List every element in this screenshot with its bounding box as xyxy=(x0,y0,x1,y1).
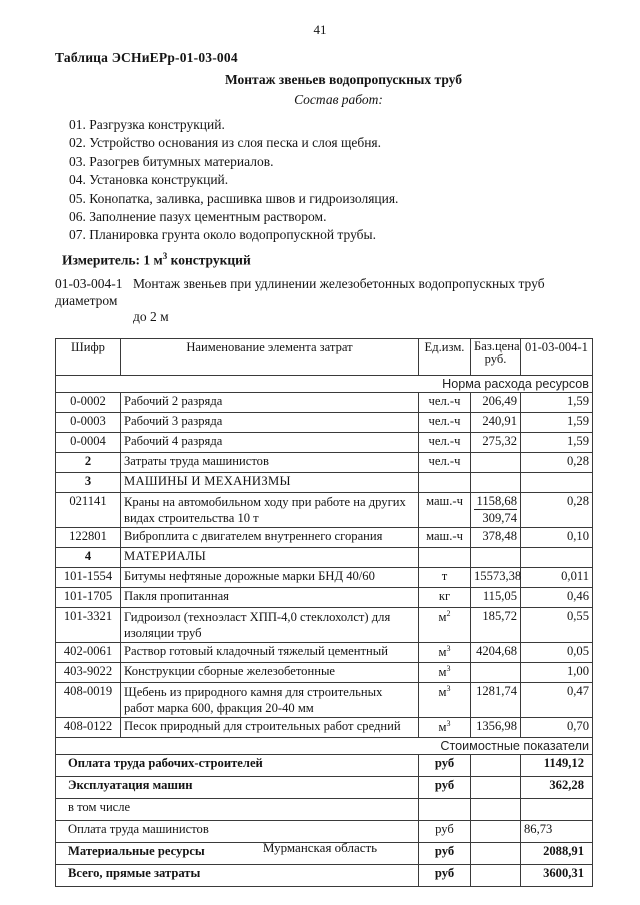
row-unit-base: м xyxy=(438,720,447,735)
row-norm: 0,46 xyxy=(521,587,593,607)
table-row xyxy=(56,412,593,432)
band-norm-row xyxy=(56,375,593,392)
measure-tail: конструкций xyxy=(167,252,251,268)
row-unit: маш.-ч xyxy=(419,492,471,527)
row-code: 101-1554 xyxy=(56,567,121,587)
row-unit-exponent: 3 xyxy=(446,718,451,728)
band-norm-label: Норма расхода ресурсов xyxy=(56,375,593,392)
row-unit xyxy=(419,472,471,492)
list-item: 07. Планировка грунта около водопропускной трубы. xyxy=(69,227,376,243)
column-header-name: Наименование элемента затрат xyxy=(121,338,419,375)
table-section-machines xyxy=(56,472,593,492)
row-name: Краны на автомобильном ходу при работе на других видах строительства 10 т xyxy=(121,492,419,527)
row-unit-exponent: 2 xyxy=(446,608,451,618)
row-price xyxy=(471,547,521,567)
row-unit xyxy=(419,607,471,642)
summary-unit: руб xyxy=(419,754,471,776)
row-unit: чел.-ч xyxy=(419,412,471,432)
table-code-heading: Таблица ЭСНиЕРр-01-03-004 xyxy=(55,50,238,65)
document-content xyxy=(55,50,592,887)
item-code: 01-03-004-1 xyxy=(55,276,123,292)
measure-unit-line xyxy=(62,251,592,269)
item-description-line2: до 2 м xyxy=(133,309,169,325)
row-unit: т xyxy=(419,567,471,587)
row-code: 4 xyxy=(56,547,121,567)
row-name: Конструкции сборные железобетонные xyxy=(121,662,419,682)
row-unit: чел.-ч xyxy=(419,432,471,452)
row-unit-base: м xyxy=(438,685,447,700)
row-price xyxy=(471,472,521,492)
row-price: 185,72 xyxy=(471,607,521,642)
table-row xyxy=(56,662,593,682)
row-price xyxy=(471,662,521,682)
band-cost-row xyxy=(56,737,593,754)
summary-unit: руб xyxy=(419,864,471,886)
row-unit-base: м xyxy=(438,610,447,625)
band-cost-label: Стоимостные показатели xyxy=(56,737,593,754)
row-norm: 0,47 xyxy=(521,682,593,717)
price-denominator: 309,74 xyxy=(482,510,517,525)
row-name: Пакля пропитанная xyxy=(121,587,419,607)
column-header-code: Шифр xyxy=(56,338,121,375)
row-code: 0-0002 xyxy=(56,392,121,412)
row-code: 2 xyxy=(56,452,121,472)
row-name: Песок природный для строительных работ средний xyxy=(121,717,419,737)
table-row xyxy=(56,607,593,642)
row-price: 1356,98 xyxy=(471,717,521,737)
table-row xyxy=(56,642,593,662)
row-code: 408-0122 xyxy=(56,717,121,737)
row-norm xyxy=(521,547,593,567)
row-name: Виброплита с двигателем внутреннего сгорания xyxy=(121,527,419,547)
table-row xyxy=(56,567,593,587)
measure-exponent: 3 xyxy=(162,250,168,261)
row-name: Раствор готовый кладочный тяжелый цементный xyxy=(121,642,419,662)
summary-blank xyxy=(471,798,521,820)
column-header-unit: Ед.изм. xyxy=(419,338,471,375)
row-norm: 1,00 xyxy=(521,662,593,682)
row-name: МАШИНЫ И МЕХАНИЗМЫ xyxy=(121,472,419,492)
row-unit: чел.-ч xyxy=(419,392,471,412)
row-norm: 0,05 xyxy=(521,642,593,662)
row-price: 378,48 xyxy=(471,527,521,547)
item-description-line1: Монтаж звеньев при удлинении железобетонных водопропускных труб диаметром xyxy=(55,276,545,308)
works-list xyxy=(55,116,592,245)
row-name: Битумы нефтяные дорожные марки БНД 40/60 xyxy=(121,567,419,587)
price-numerator: 1158,68 xyxy=(474,494,517,510)
row-norm: 1,59 xyxy=(521,432,593,452)
page-number: 41 xyxy=(313,22,327,37)
row-price: 1281,74 xyxy=(471,682,521,717)
table-row xyxy=(56,527,593,547)
column-header-price xyxy=(471,338,521,375)
row-norm: 0,70 xyxy=(521,717,593,737)
row-norm xyxy=(521,472,593,492)
summary-value: 362,28 xyxy=(521,776,593,798)
row-norm: 0,10 xyxy=(521,527,593,547)
row-price: 15573,38 xyxy=(471,567,521,587)
list-item: 06. Заполнение пазух цементным раствором. xyxy=(69,209,327,225)
row-code: 122801 xyxy=(56,527,121,547)
summary-value: 86,73 xyxy=(521,820,593,842)
row-code: 3 xyxy=(56,472,121,492)
row-code: 0-0004 xyxy=(56,432,121,452)
row-unit-exponent: 3 xyxy=(446,683,451,693)
row-unit-base: м xyxy=(438,645,447,660)
summary-row-total xyxy=(56,864,593,886)
list-item: 02. Устройство основания из слоя песка и слоя щебня. xyxy=(69,135,382,151)
table-row-group-labour xyxy=(56,452,593,472)
page-title: Монтаж звеньев водопропускных труб xyxy=(224,72,463,87)
summary-blank xyxy=(471,776,521,798)
summary-unit: руб xyxy=(419,820,471,842)
row-code: 403-9022 xyxy=(56,662,121,682)
row-norm: 1,59 xyxy=(521,412,593,432)
table-header-row xyxy=(56,338,593,375)
item-description xyxy=(55,276,592,326)
table-row xyxy=(56,682,593,717)
row-unit: чел.-ч xyxy=(419,452,471,472)
list-item: 05. Конопатка, заливка, расшивка швов и гидроизоляция. xyxy=(69,190,399,206)
row-name: Рабочий 2 разряда xyxy=(121,392,419,412)
summary-label: Оплата труда машинистов xyxy=(56,820,419,842)
table-row xyxy=(56,587,593,607)
row-price-fraction xyxy=(471,492,521,527)
row-norm: 0,28 xyxy=(521,452,593,472)
list-item: 04. Установка конструкций. xyxy=(69,172,229,188)
column-header-price-line2: руб. xyxy=(484,351,507,366)
works-composition-label: Состав работ: xyxy=(294,92,383,107)
row-norm: 0,28 xyxy=(521,492,593,527)
row-norm: 0,55 xyxy=(521,607,593,642)
summary-value: 1149,12 xyxy=(521,754,593,776)
row-price: 206,49 xyxy=(471,392,521,412)
summary-row-subheading xyxy=(56,798,593,820)
row-price: 240,91 xyxy=(471,412,521,432)
summary-blank xyxy=(471,754,521,776)
region-footer: Мурманская область xyxy=(262,840,378,855)
row-code: 402-0061 xyxy=(56,642,121,662)
table-row xyxy=(56,492,593,527)
row-unit: кг xyxy=(419,587,471,607)
row-name: МАТЕРИАЛЫ xyxy=(121,547,419,567)
table-section-materials xyxy=(56,547,593,567)
summary-blank xyxy=(471,864,521,886)
row-price: 275,32 xyxy=(471,432,521,452)
row-name: Рабочий 4 разряда xyxy=(121,432,419,452)
table-row xyxy=(56,717,593,737)
summary-label: Эксплуатация машин xyxy=(56,776,419,798)
row-unit-base: м xyxy=(438,665,447,680)
column-header-price-line1: Баз.цена xyxy=(474,338,520,353)
measure-label: Измеритель: 1 м xyxy=(62,252,163,268)
row-name: Затраты труда машинистов xyxy=(121,452,419,472)
row-price: 115,05 xyxy=(471,587,521,607)
row-name: Щебень из природного камня для строительных работ марка 600, фракция 20-40 мм xyxy=(121,682,419,717)
summary-unit xyxy=(419,798,471,820)
row-norm: 1,59 xyxy=(521,392,593,412)
row-unit-exponent: 3 xyxy=(446,643,451,653)
column-header-norm: 01-03-004-1 xyxy=(521,338,593,375)
resource-rates-table xyxy=(55,338,593,887)
row-unit xyxy=(419,547,471,567)
row-unit xyxy=(419,682,471,717)
row-code: 021141 xyxy=(56,492,121,527)
summary-unit: руб xyxy=(419,842,471,864)
summary-label: Материальные ресурсы xyxy=(56,842,419,864)
summary-label: Оплата труда рабочих-строителей xyxy=(56,754,419,776)
price-fraction xyxy=(474,494,517,526)
row-price: 4204,68 xyxy=(471,642,521,662)
table-row xyxy=(56,432,593,452)
row-code: 101-1705 xyxy=(56,587,121,607)
summary-value xyxy=(521,798,593,820)
summary-value: 2088,91 xyxy=(521,842,593,864)
row-unit-exponent: 3 xyxy=(446,663,451,673)
summary-label: Всего, прямые затраты xyxy=(56,864,419,886)
list-item: 03. Разогрев битумных материалов. xyxy=(69,153,274,169)
table-row xyxy=(56,392,593,412)
summary-label: в том числе xyxy=(56,798,419,820)
row-name: Гидроизол (техноэласт ХПП-4,0 стеклохолст) для изоляции труб xyxy=(121,607,419,642)
summary-row xyxy=(56,754,593,776)
summary-unit: руб xyxy=(419,776,471,798)
row-unit xyxy=(419,717,471,737)
row-name: Рабочий 3 разряда xyxy=(121,412,419,432)
list-item: 01. Разгрузка конструкций. xyxy=(69,117,225,132)
row-code: 408-0019 xyxy=(56,682,121,717)
row-unit: маш.-ч xyxy=(419,527,471,547)
row-price xyxy=(471,452,521,472)
row-code: 101-3321 xyxy=(56,607,121,642)
row-unit xyxy=(419,662,471,682)
summary-row xyxy=(56,776,593,798)
row-unit xyxy=(419,642,471,662)
summary-value: 3600,31 xyxy=(521,864,593,886)
row-norm: 0,011 xyxy=(521,567,593,587)
row-code: 0-0003 xyxy=(56,412,121,432)
